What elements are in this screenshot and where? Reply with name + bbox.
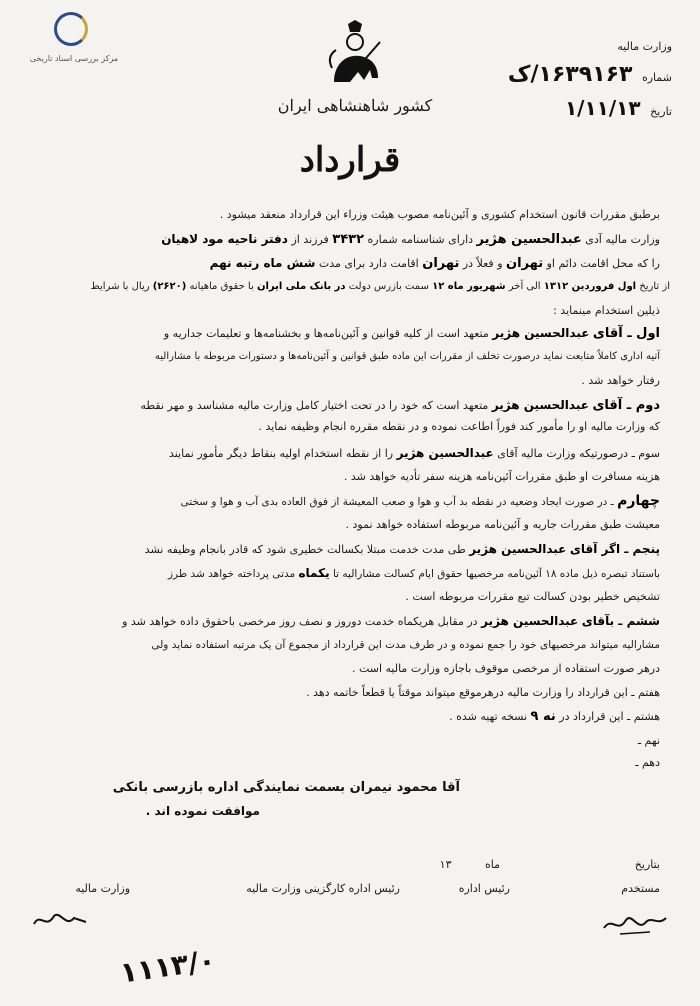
footer-ministry: وزارت مالیه (75, 882, 130, 895)
agreement-line-1: آقا محمود نیمران بسمت نمایندگی اداره بازرسی بانکی (112, 780, 460, 795)
clause-5-line-2: باستناد تبصره ذیل ماده ۱۸ آئین‌نامه مرخصیها حقوق ایام کسالت مشارالیه تا یکماه مدتی پرداخته خواهد شد طرز (167, 566, 660, 580)
clause-2-line-2: که وزارت مالیه او را مأمور کند فوراً اطاعت نموده و در نقطه مقرره انجام وظیفه نماید . (258, 420, 660, 433)
clause-4-label: چهارم (617, 493, 660, 509)
clause-5-line-3: تشخیص خطیر بودن کسالت تبع مقررات مربوطه است . (405, 590, 660, 603)
ministry-signature (30, 906, 90, 934)
date-label: تاریخ (650, 105, 672, 118)
end-date: شهریور ماه ۱۲ (432, 281, 506, 292)
body-line-4: از تاریخ اول فروردین ۱۳۱۲ الی آخر شهریور ماه ۱۲ سمت بازرس دولت در بانک ملی ایران با حقوق ماهیانه (۲۶۲۰) ریال با شرایط (90, 281, 670, 292)
footer-employee-label: مستخدم (621, 882, 660, 895)
clause-10: دهم ـ (635, 756, 660, 769)
clause-6-line-2: مشارالیه میتواند مرخصیهای خود را جمع نموده و در طرف مدت این قرارداد از مجموع آن یک مرتبه استفاده نماید ولی (151, 639, 660, 651)
contract-term: شش ماه رتبه نهم (209, 256, 316, 270)
footer-personnel-head: رئیس اداره کارگزینی وزارت مالیه (246, 882, 400, 895)
clause-9: نهم ـ (637, 734, 660, 747)
clause-1-line-3: رفتار خواهد شد . (581, 374, 660, 387)
footer-office-head: رئیس اداره (458, 882, 510, 895)
number-value: ۱۶۳۹۱۶۳/ک (507, 62, 633, 87)
body-line-3: را که محل اقامت دائم او تهران و فعلاً در تهران اقامت دارد برای مدت شش ماه رتبه نهم (209, 256, 660, 271)
country-name: کشور شاهنشاهی ایران (277, 96, 433, 115)
clause-1-line-1: اول ـ آقای عبدالحسین هژیر متعهد است از کلیه قوانین و آئین‌نامه‌ها و بخشنامه‌ها و تعلیمات جداریه و (163, 326, 660, 341)
watermark-text: مرکز بررسی اسناد تاریخی (29, 54, 119, 63)
year-value: ۱۳ (439, 858, 452, 871)
number-row (508, 62, 672, 87)
copies-count: نه ۹ (530, 709, 556, 724)
document-title: قرارداد (299, 140, 401, 180)
clause-5-label: پنجم ـ اگر آقای (569, 542, 660, 556)
date-value: ۱/۱۱/۱۳ (564, 96, 641, 120)
clause-3-line-1: سوم ـ درصورتیکه وزارت مالیه آقای عبدالحسین هژیر را از نقطه استخدام اولیه بنقاط دیگر مأمور نمایند (168, 446, 660, 460)
current-city: تهران (422, 256, 460, 271)
archive-logo-icon (54, 12, 88, 46)
clause-6-label: ششم ـ بآقای (581, 614, 660, 628)
watermark (14, 12, 134, 72)
clause-4-line-1: چهارم ـ در صورت ایجاد وضعیه در نقطه بد آب و هوا و صعب المعیشة از فوق العاده بدی آب و هوا و سختی (180, 493, 660, 509)
signature-icon (600, 908, 670, 938)
body-line-5: ذیلین استخدام مینماید : (553, 304, 660, 317)
employee-signature (600, 908, 670, 938)
ministry-label: وزارت مالیه (617, 40, 672, 53)
residence-city: تهران (506, 256, 544, 271)
signature-icon (30, 906, 90, 934)
clause-7: هفتم ـ این قرارداد را وزارت مالیه درهرموقع میتواند موقتاً یا قطعاً خاتمه دهد . (306, 686, 660, 699)
body-line-1: برطبق مقررات قانون استخدام کشوری و آئین‌نامه مصوب هیئت وزراء این قرارداد منعقد میشود . (219, 208, 660, 221)
number-label: شماره (641, 71, 672, 84)
clause-6-line-3: درهر صورت استفاده از مرخصی موقوف باجازه وزارت مالیه است . (351, 662, 660, 675)
id-number: ۳۴۳۲ (332, 232, 365, 247)
clause-2-line-1: دوم ـ آقای عبدالحسین هژیر متعهد است که خود را در تحت اختیار کامل وزارت مالیه مشناسد و مهر نقطه (140, 398, 660, 413)
salary: (۲۶۲۰) (152, 281, 187, 292)
clause-1-line-2: آتیه اداری کاملاً متابعت نماید درصورت تخلف از مقررات این ماده طبق قوانین و آئین‌نامه‌ها و دستورات مربوطه با مشارالیه (154, 351, 660, 362)
employee-name: عبدالحسین هژیر (476, 232, 582, 247)
month-label: ماه (484, 858, 500, 871)
lion-and-sun-emblem (320, 20, 390, 90)
date-row (565, 96, 672, 120)
lion-and-sun-icon (320, 20, 390, 90)
body-line-2: وزارت مالیه آدی عبدالحسین هژیر دارای شناسنامه شماره ۳۴۳۲ فرزند از دفتر ناحیه مود لاهیان (161, 232, 660, 247)
footer-date-label: بتاریخ (634, 858, 660, 871)
clause-2-label: دوم ـ آقای (592, 398, 660, 413)
clause-3-line-2: هزینه مسافرت او طبق مقررات آئین‌نامه هزینه سفر تأدیه خواهد شد . (343, 470, 660, 483)
clause-4-line-2: معیشت طبق مقررات جاریه و آئین‌نامه مربوطه استفاده خواهد نمود . (345, 518, 660, 531)
clause-5-line-1: پنجم ـ اگر آقای عبدالحسین هژیر طی مدت خدمت مبتلا بکسالت خطیری شود که قادر بانجام وظیفه نشد (144, 542, 660, 556)
workplace: در بانک ملی ایران (256, 281, 346, 292)
agreement-line-2: موافقت نموده اند . (145, 804, 260, 818)
clause-6-line-1: ششم ـ بآقای عبدالحسین هژیر در مقابل هریکماه خدمت دوروز و نصف روز مرخصی باحقوق داده خواهد شد و (122, 614, 660, 628)
registry-office: دفتر ناحیه مود لاهیان (161, 232, 288, 246)
footer-month-row (440, 858, 500, 872)
clause-8: هشتم ـ این قرارداد در نه ۹ نسخه تهیه شده . (449, 709, 660, 724)
start-date: اول فروردین ۱۳۱۲ (543, 281, 637, 292)
clause-1-label: اول ـ آقای (592, 326, 660, 341)
handwritten-number: ۱۱۱۳/۰ (118, 943, 218, 990)
